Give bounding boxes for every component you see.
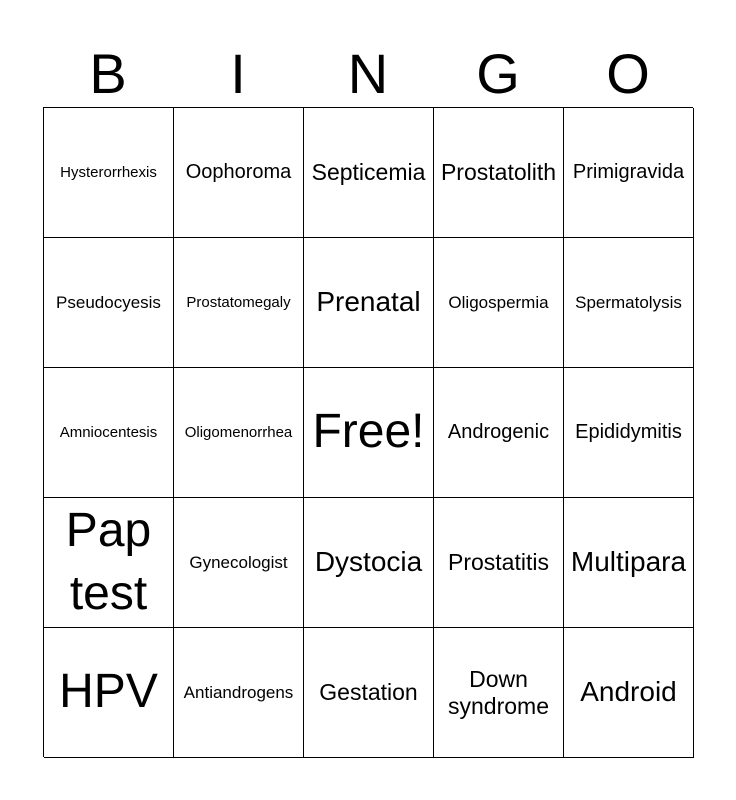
bingo-cell[interactable]: Primigravida	[564, 108, 694, 238]
bingo-cell[interactable]: Spermatolysis	[564, 238, 694, 368]
bingo-cell[interactable]: Oligospermia	[434, 238, 564, 368]
bingo-cell[interactable]: Multipara	[564, 498, 694, 628]
bingo-cell[interactable]: Antiandrogens	[174, 628, 304, 758]
bingo-cell[interactable]: Prenatal	[304, 238, 434, 368]
bingo-cell[interactable]: HPV	[44, 628, 174, 758]
bingo-cell[interactable]: Prostatomegaly	[174, 238, 304, 368]
bingo-cell[interactable]: Septicemia	[304, 108, 434, 238]
bingo-cell[interactable]: Down syndrome	[434, 628, 564, 758]
bingo-cell[interactable]: Hysterorrhexis	[44, 108, 174, 238]
bingo-cell[interactable]: Oligomenorrhea	[174, 368, 304, 498]
bingo-cell[interactable]: Gynecologist	[174, 498, 304, 628]
bingo-cell[interactable]: Gestation	[304, 628, 434, 758]
bingo-cell[interactable]: Amniocentesis	[44, 368, 174, 498]
bingo-cell[interactable]: Android	[564, 628, 694, 758]
bingo-cell[interactable]: Epididymitis	[564, 368, 694, 498]
header-letter-n: N	[347, 42, 389, 105]
header-letter-o: O	[606, 42, 650, 105]
bingo-cell[interactable]: Pap test	[44, 498, 174, 628]
header-letter-g: G	[476, 42, 520, 105]
bingo-cell[interactable]: Androgenic	[434, 368, 564, 498]
bingo-cell[interactable]: Prostatolith	[434, 108, 564, 238]
bingo-cell[interactable]: Prostatitis	[434, 498, 564, 628]
bingo-header	[43, 42, 693, 106]
bingo-card	[43, 107, 693, 757]
free-space-cell[interactable]: Free!	[304, 368, 434, 498]
bingo-cell[interactable]: Oophoroma	[174, 108, 304, 238]
header-letter-b: B	[89, 42, 127, 105]
bingo-cell[interactable]: Pseudocyesis	[44, 238, 174, 368]
bingo-cell[interactable]: Dystocia	[304, 498, 434, 628]
header-letter-i: I	[230, 42, 246, 105]
